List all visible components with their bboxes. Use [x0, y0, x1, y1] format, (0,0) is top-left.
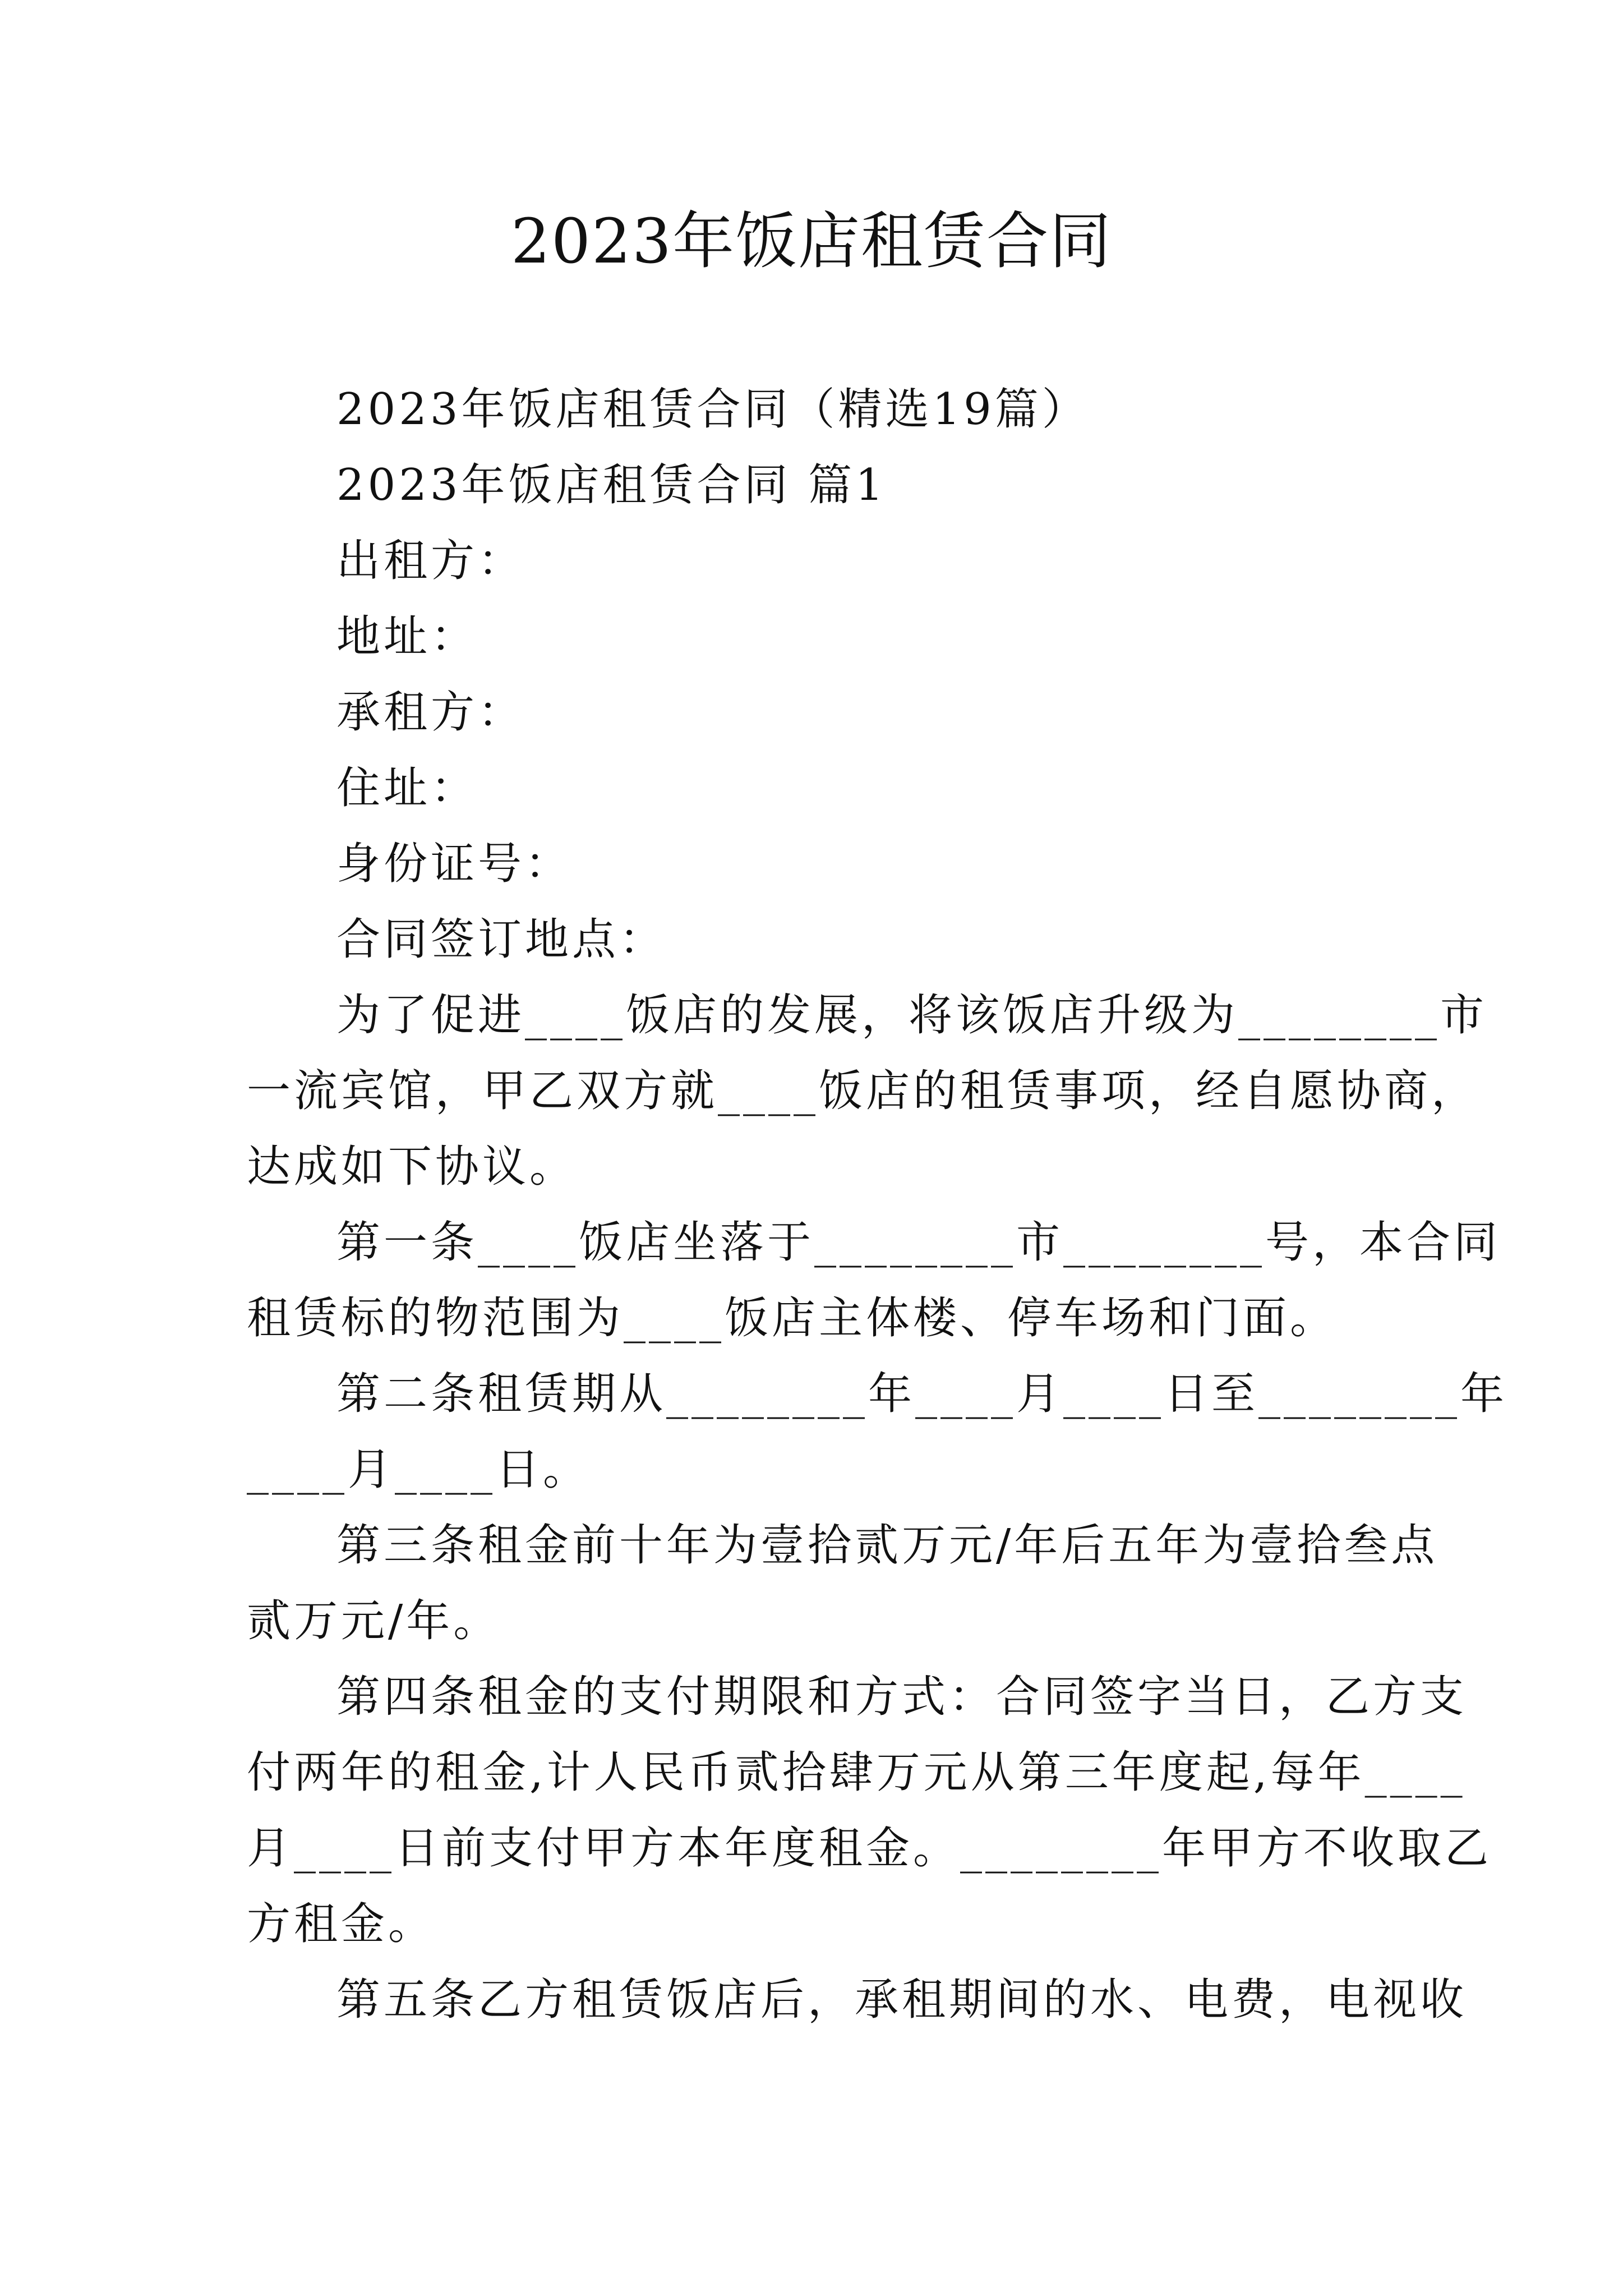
article-4-line: 付两年的租金,计人民币贰拾肆万元从第三年度起,每年____ [247, 1747, 1466, 1798]
signing-place-field: 合同签订地点： [336, 914, 667, 965]
article-4-line: 第四条租金的支付期限和方式：合同签字当日，乙方支 [336, 1672, 1468, 1722]
paragraph-line: 达成如下协议。 [247, 1142, 577, 1192]
article-1-line: 租赁标的物范围为____饭店主体楼、停车场和门面。 [247, 1293, 1338, 1343]
article-1-line: 第一条____饭店坐落于________市________号，本合同 [336, 1217, 1501, 1268]
article-4-line: 方租金。 [247, 1899, 436, 1949]
id-number-field: 身份证号： [336, 839, 573, 889]
lessee-field: 承租方： [336, 687, 525, 738]
article-2-line: ____月____日。 [247, 1444, 591, 1495]
lessor-field: 出租方： [336, 536, 525, 586]
article-5-line: 第五条乙方租赁饭店后，承租期间的水、电费，电视收 [336, 1975, 1468, 2025]
article-2-line: 第二条租赁期从________年____月____日至________年 [336, 1369, 1508, 1419]
article-3-line: 贰万元/年。 [247, 1596, 501, 1646]
paragraph-line: 为了促进____饭店的发展，将该饭店升级为________市 [336, 990, 1488, 1041]
paragraph-line: 一流宾馆，甲乙双方就____饭店的租赁事项，经自愿协商， [247, 1066, 1479, 1116]
lessee-address-field: 住址： [336, 763, 478, 813]
article-3-line: 第三条租金前十年为壹拾贰万元/年后五年为壹拾叁点 [336, 1520, 1438, 1571]
section-heading: 2023年饭店租赁合同 篇1 [336, 460, 887, 510]
doc-subtitle: 2023年饭店租赁合同（精选19篇） [336, 384, 1089, 435]
document-title: 2023年饭店租赁合同 [511, 205, 1112, 277]
lessor-address-field: 地址： [336, 611, 478, 662]
article-4-line: 月____日前支付甲方本年度租金。________年甲方不收取乙 [247, 1823, 1492, 1874]
